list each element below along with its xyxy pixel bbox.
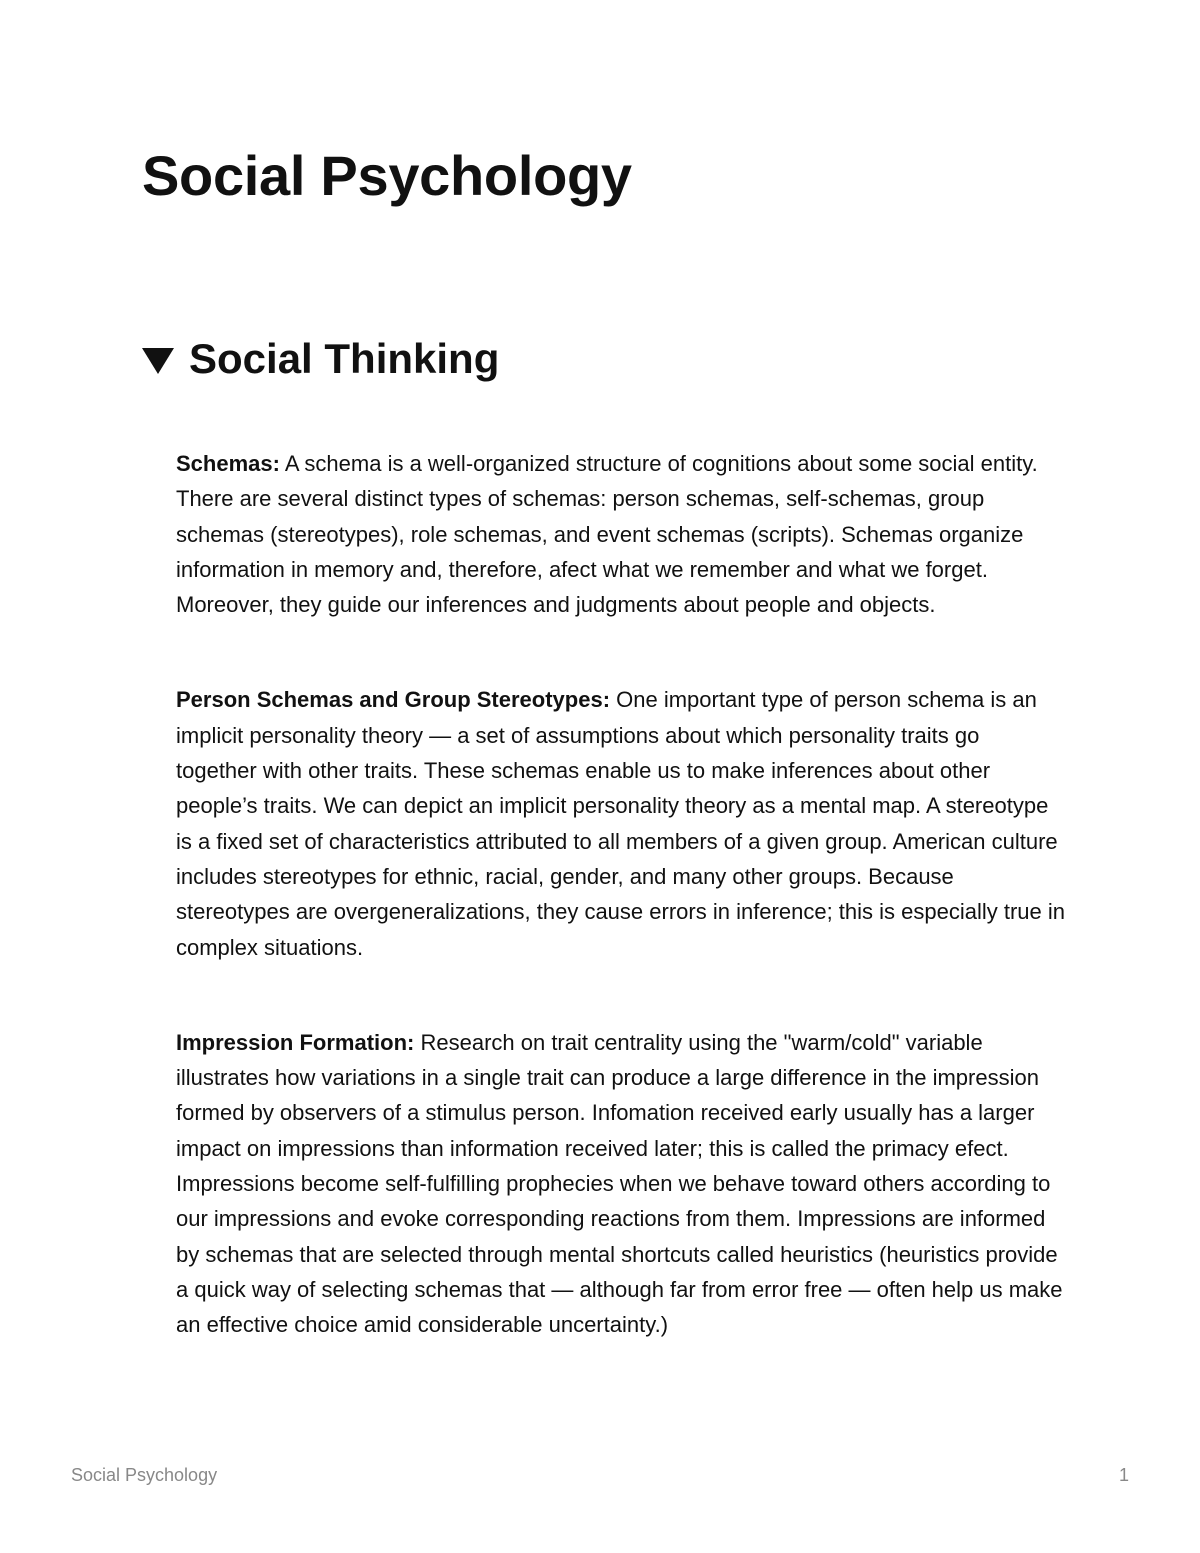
paragraph-text: A schema is a well-organized structure of cognitions about some social entity. There are several distinct types of schemas: person schemas, self-schemas, group schemas (stereotypes), role schemas, and event schemas (scripts). Schemas organize information in memory and, therefore, afect what we remember and what we forget. Moreover, they guide our inferences and judgments about people and objects. xyxy=(176,451,1038,618)
section-heading-label: Social Thinking xyxy=(189,335,500,382)
term-person-schemas: Person Schemas and Group Stereotypes: xyxy=(176,687,611,713)
paragraph-person-schemas xyxy=(176,682,1066,964)
section-content xyxy=(176,446,1066,1343)
paragraph-impression-formation xyxy=(176,1025,1066,1343)
footer-page-number: 1 xyxy=(1118,1465,1129,1485)
page-title: Social Psychology xyxy=(142,144,632,207)
paragraph-schemas xyxy=(176,446,1066,622)
section-heading-social-thinking[interactable] xyxy=(142,334,499,384)
term-schemas: Schemas: xyxy=(176,451,280,476)
paragraph-text: One important type of person schema is an implicit personality theory — a set of assumptions about which personality traits go together with other traits. These schemas enable us to make inferences about other people’s traits. We can depict an implicit personality theory as a mental map. A stereotype is a fixed set of characteristics attributed to all members of a given group. American culture includes stereotypes for ethnic, racial, gender, and many other groups. Because stereotypes are overgeneralizations, they cause errors in inference; this is especially true in complex situations. xyxy=(176,687,1066,960)
footer-title: Social Psychology xyxy=(71,1465,218,1485)
paragraph-text: Research on trait centrality using the "warm/cold" variable illustrates how variations in a single trait can produce a large difference in the impression formed by observers of a stimulus person. Infomation received early usually has a larger impact on impressions than information received later; this is called the primacy efect. Impressions become self-fulfilling prophecies when we behave toward others according to our impressions and evoke corresponding reactions from them. Impressions are informed by schemas that are selected through mental shortcuts called heuristics (heuristics provide a quick way of selecting schemas that — although far from error free — often help us make an effective choice amid considerable uncertainty.) xyxy=(176,1029,1063,1338)
triangle-down-icon[interactable] xyxy=(142,348,174,374)
term-impression-formation: Impression Formation: xyxy=(176,1029,415,1055)
